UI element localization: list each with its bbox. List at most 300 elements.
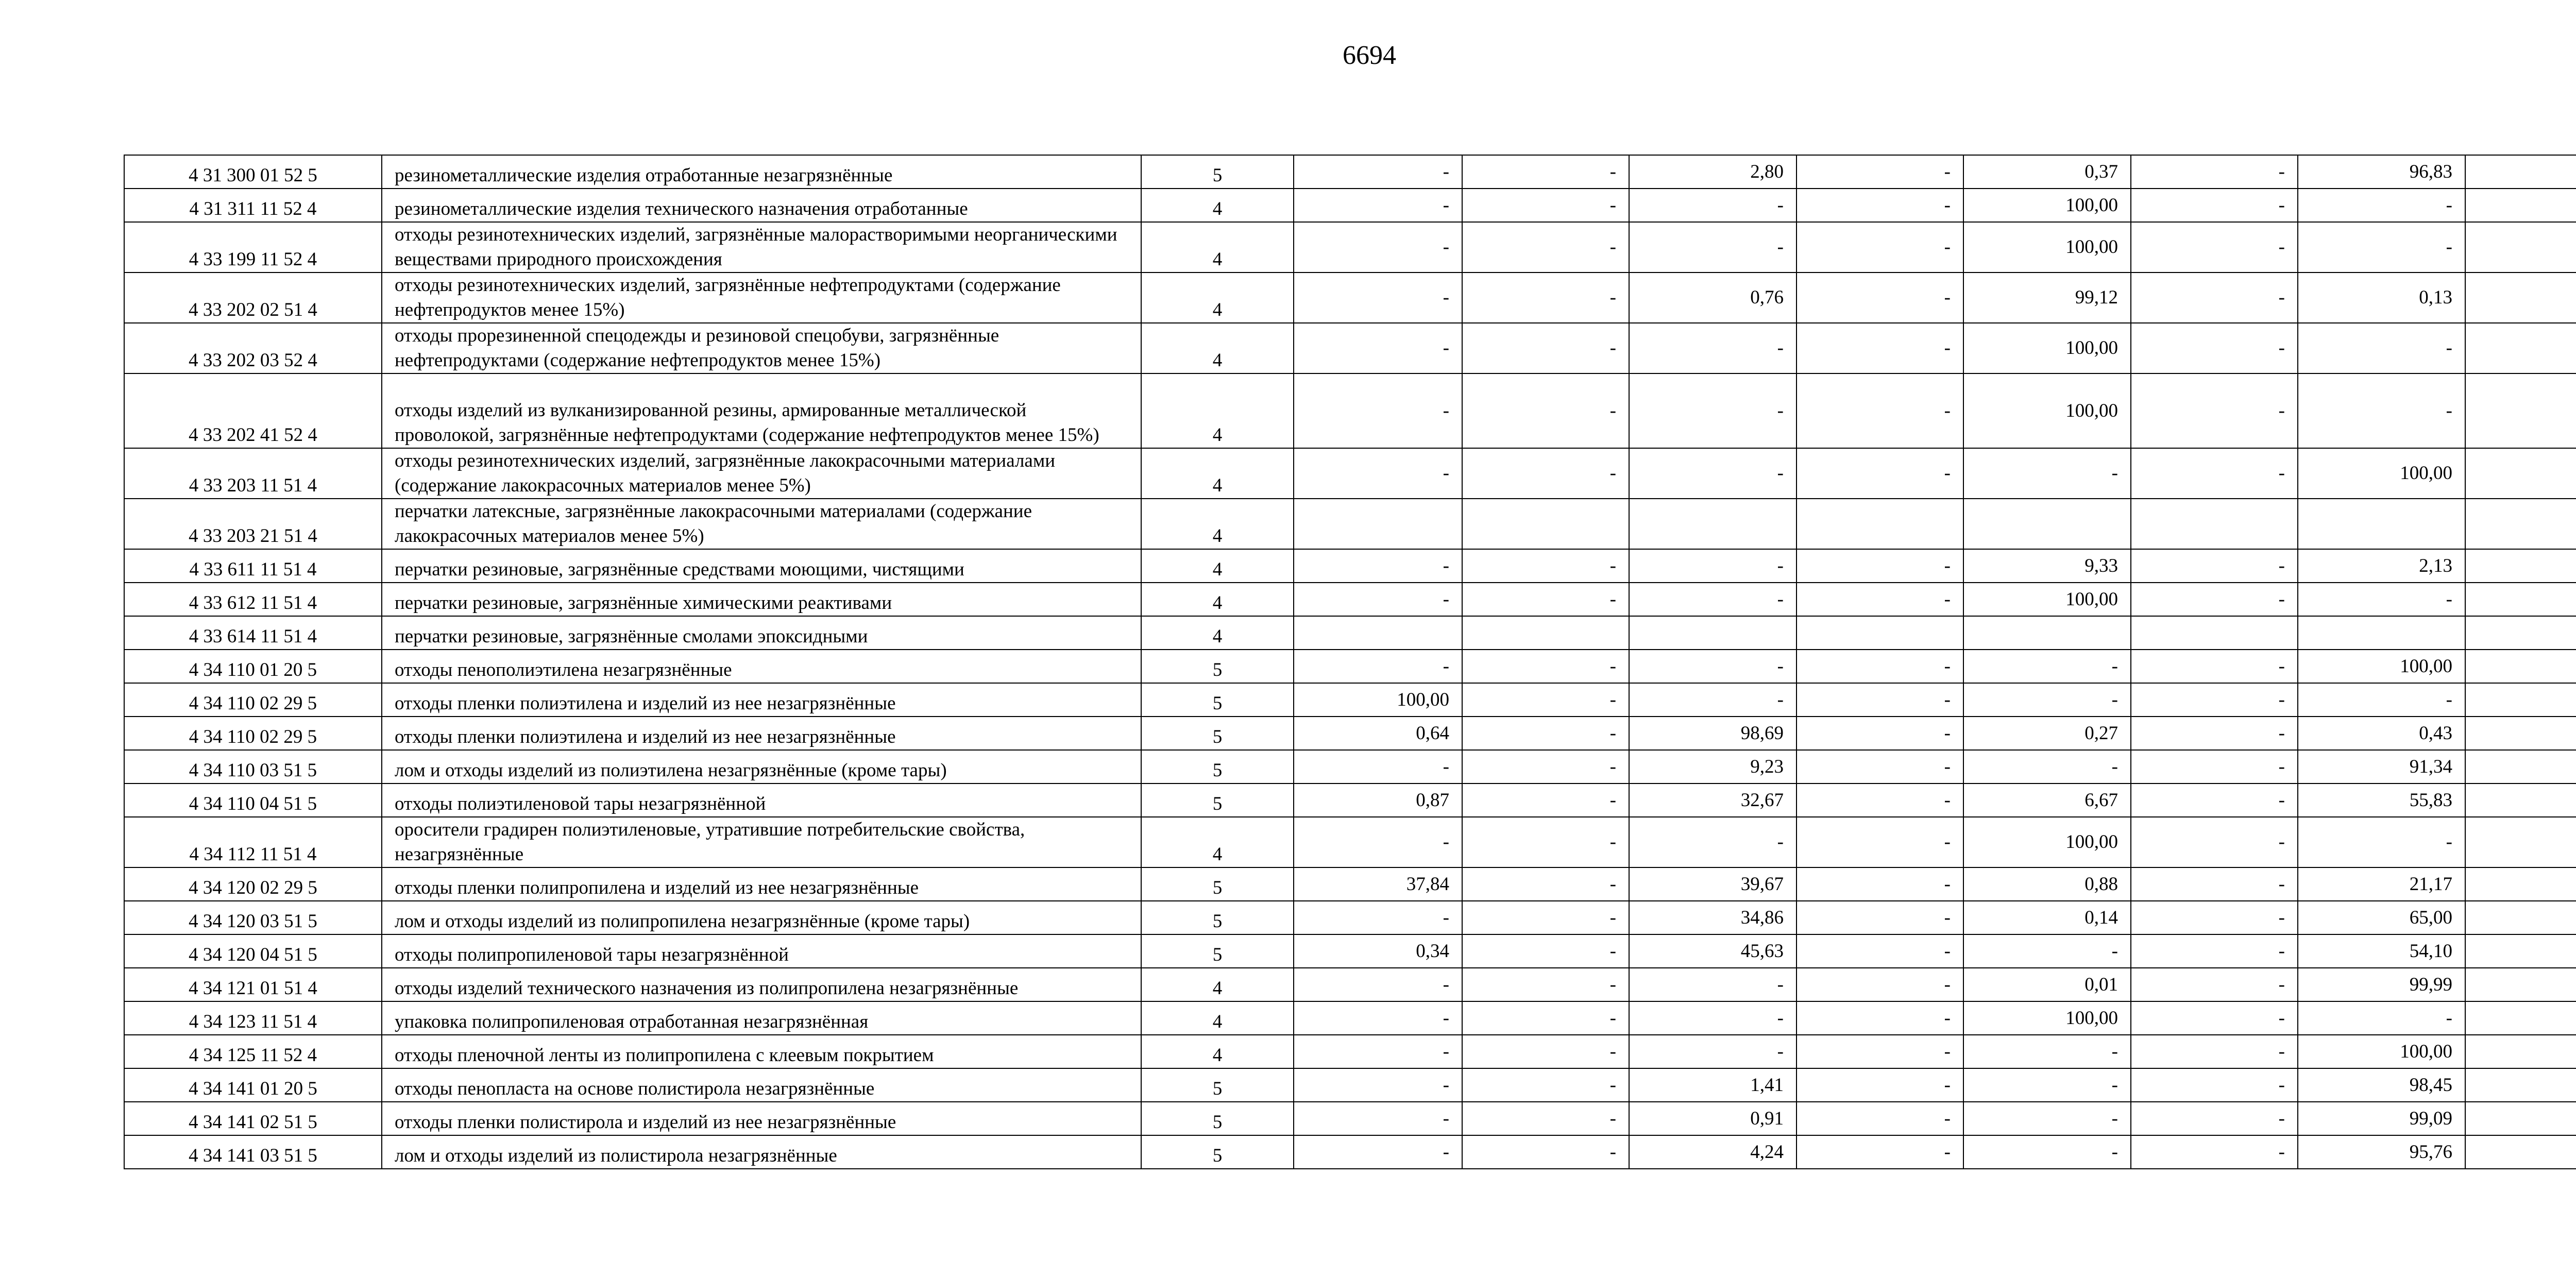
value-cell: - xyxy=(1462,272,1629,323)
value-cell xyxy=(1797,616,1963,650)
value-cell: - xyxy=(1294,1068,1462,1102)
waste-code-cell: 4 34 120 03 51 5 xyxy=(124,901,382,934)
hazard-class-cell: 4 xyxy=(1141,968,1294,1001)
waste-code-cell: 4 34 120 04 51 5 xyxy=(124,934,382,968)
hazard-class-cell: 4 xyxy=(1141,499,1294,549)
value-cell: - xyxy=(1294,901,1462,934)
waste-name-cell: отходы изделий из вулканизированной резины, армированные металлической проволокой, загрязнённые нефтепродуктами (содержание нефтепродуктов менее 15%) xyxy=(382,373,1141,448)
value-cell xyxy=(2465,817,2576,867)
value-cell: - xyxy=(1294,272,1462,323)
waste-name-cell: отходы резинотехнических изделий, загрязнённые нефтепродуктами (содержание нефтепродуктов менее 15%) xyxy=(382,272,1141,323)
waste-name-cell: перчатки резиновые, загрязнённые химическими реактивами xyxy=(382,583,1141,616)
value-cell: - xyxy=(1462,1068,1629,1102)
value-cell: 65,00 xyxy=(2298,901,2465,934)
value-cell: - xyxy=(1797,717,1963,750)
value-cell: 32,67 xyxy=(1629,783,1797,817)
waste-code-cell: 4 33 611 11 51 4 xyxy=(124,549,382,583)
value-cell: 0,13 xyxy=(2298,272,2465,323)
table-row xyxy=(124,968,2576,1001)
page-number: 6694 xyxy=(1343,41,1396,70)
value-cell: - xyxy=(2131,1135,2298,1169)
table-row xyxy=(124,717,2576,750)
waste-name-cell: резинометаллические изделия технического назначения отработанные xyxy=(382,189,1141,222)
table-row xyxy=(124,323,2576,373)
value-cell: - xyxy=(1294,222,1462,272)
value-cell xyxy=(2465,272,2576,323)
value-cell: - xyxy=(1462,1102,1629,1135)
value-cell xyxy=(2465,783,2576,817)
table-row xyxy=(124,750,2576,783)
value-cell: - xyxy=(1797,222,1963,272)
value-cell: 98,69 xyxy=(1629,717,1797,750)
value-cell: - xyxy=(1797,750,1963,783)
value-cell: - xyxy=(1963,1135,2131,1169)
value-cell: 37,84 xyxy=(1294,867,1462,901)
value-cell: - xyxy=(1629,373,1797,448)
value-cell: 0,27 xyxy=(1963,717,2131,750)
waste-name-cell: отходы полиэтиленовой тары незагрязнённой xyxy=(382,783,1141,817)
value-cell: - xyxy=(1963,1035,2131,1068)
waste-code-cell: 4 34 141 02 51 5 xyxy=(124,1102,382,1135)
waste-name-cell: лом и отходы изделий из полистирола незагрязнённые xyxy=(382,1135,1141,1169)
value-cell: 100,00 xyxy=(2298,650,2465,683)
value-cell: - xyxy=(1963,934,2131,968)
value-cell: 99,99 xyxy=(2298,968,2465,1001)
value-cell: - xyxy=(1797,1001,1963,1035)
hazard-class-cell: 5 xyxy=(1141,1068,1294,1102)
value-cell: - xyxy=(2131,968,2298,1001)
value-cell: - xyxy=(1629,583,1797,616)
value-cell xyxy=(2465,1001,2576,1035)
value-cell: 9,23 xyxy=(1629,750,1797,783)
value-cell: - xyxy=(1797,650,1963,683)
value-cell: - xyxy=(2131,323,2298,373)
value-cell: - xyxy=(1294,817,1462,867)
value-cell: - xyxy=(1462,650,1629,683)
value-cell: - xyxy=(1462,189,1629,222)
value-cell: 98,45 xyxy=(2298,1068,2465,1102)
waste-code-cell: 4 34 141 03 51 5 xyxy=(124,1135,382,1169)
value-cell xyxy=(1462,499,1629,549)
value-cell: - xyxy=(2131,373,2298,448)
value-cell: - xyxy=(1797,189,1963,222)
value-cell: - xyxy=(1963,1068,2131,1102)
hazard-class-cell: 5 xyxy=(1141,683,1294,717)
value-cell: - xyxy=(1462,155,1629,189)
value-cell: - xyxy=(1797,448,1963,499)
value-cell xyxy=(1963,499,2131,549)
hazard-class-cell: 4 xyxy=(1141,1001,1294,1035)
table-row xyxy=(124,155,2576,189)
hazard-class-cell: 5 xyxy=(1141,1102,1294,1135)
hazard-class-cell: 4 xyxy=(1141,373,1294,448)
value-cell: 34,86 xyxy=(1629,901,1797,934)
value-cell: - xyxy=(1797,1135,1963,1169)
waste-code-cell: 4 34 110 01 20 5 xyxy=(124,650,382,683)
value-cell xyxy=(2465,650,2576,683)
value-cell: 55,83 xyxy=(2298,783,2465,817)
waste-code-cell: 4 34 110 02 29 5 xyxy=(124,683,382,717)
value-cell: - xyxy=(2131,448,2298,499)
hazard-class-cell: 5 xyxy=(1141,650,1294,683)
value-cell: - xyxy=(1294,189,1462,222)
table-row xyxy=(124,867,2576,901)
value-cell xyxy=(2465,750,2576,783)
waste-name-cell: отходы пенополиэтилена незагрязнённые xyxy=(382,650,1141,683)
value-cell: 100,00 xyxy=(1963,222,2131,272)
value-cell: - xyxy=(1462,373,1629,448)
value-cell: - xyxy=(1462,817,1629,867)
value-cell: - xyxy=(1797,1035,1963,1068)
value-cell: 0,34 xyxy=(1294,934,1462,968)
value-cell: 21,17 xyxy=(2298,867,2465,901)
waste-name-cell: упаковка полипропиленовая отработанная незагрязнённая xyxy=(382,1001,1141,1035)
table-row xyxy=(124,272,2576,323)
value-cell: - xyxy=(2131,717,2298,750)
table-row xyxy=(124,817,2576,867)
value-cell xyxy=(2465,448,2576,499)
value-cell: - xyxy=(1629,549,1797,583)
value-cell: - xyxy=(1462,583,1629,616)
value-cell: 4,24 xyxy=(1629,1135,1797,1169)
value-cell xyxy=(2465,155,2576,189)
value-cell xyxy=(2298,499,2465,549)
value-cell xyxy=(2465,683,2576,717)
value-cell: 100,00 xyxy=(1963,373,2131,448)
value-cell: 100,00 xyxy=(1963,583,2131,616)
value-cell: - xyxy=(2298,1001,2465,1035)
value-cell: - xyxy=(1294,549,1462,583)
waste-code-cell: 4 33 614 11 51 4 xyxy=(124,616,382,650)
value-cell: - xyxy=(1629,448,1797,499)
value-cell: - xyxy=(2131,549,2298,583)
waste-code-cell: 4 33 199 11 52 4 xyxy=(124,222,382,272)
hazard-class-cell: 4 xyxy=(1141,189,1294,222)
value-cell xyxy=(2465,373,2576,448)
table-row xyxy=(124,1001,2576,1035)
hazard-class-cell: 5 xyxy=(1141,155,1294,189)
value-cell: - xyxy=(2298,583,2465,616)
hazard-class-cell: 4 xyxy=(1141,616,1294,650)
value-cell: 9,33 xyxy=(1963,549,2131,583)
value-cell: - xyxy=(1294,373,1462,448)
value-cell xyxy=(2465,583,2576,616)
waste-code-cell: 4 33 202 41 52 4 xyxy=(124,373,382,448)
table-row xyxy=(124,1135,2576,1169)
table-row xyxy=(124,683,2576,717)
value-cell: - xyxy=(2131,750,2298,783)
value-cell xyxy=(2131,616,2298,650)
value-cell: - xyxy=(1629,189,1797,222)
value-cell: - xyxy=(1797,867,1963,901)
value-cell xyxy=(2465,1102,2576,1135)
waste-name-cell: отходы пленки полистирола и изделий из нее незагрязнённые xyxy=(382,1102,1141,1135)
value-cell: - xyxy=(1294,750,1462,783)
value-cell: 0,88 xyxy=(1963,867,2131,901)
value-cell: - xyxy=(1462,1035,1629,1068)
value-cell: - xyxy=(2131,650,2298,683)
table-row xyxy=(124,448,2576,499)
value-cell: - xyxy=(1797,583,1963,616)
waste-table xyxy=(124,155,2576,1169)
hazard-class-cell: 4 xyxy=(1141,272,1294,323)
value-cell: - xyxy=(2131,155,2298,189)
value-cell: 95,76 xyxy=(2298,1135,2465,1169)
value-cell: - xyxy=(2131,272,2298,323)
value-cell xyxy=(2465,867,2576,901)
value-cell: - xyxy=(1462,222,1629,272)
table-row xyxy=(124,616,2576,650)
value-cell: 99,12 xyxy=(1963,272,2131,323)
waste-code-cell: 4 34 110 04 51 5 xyxy=(124,783,382,817)
waste-name-cell: резинометаллические изделия отработанные незагрязнённые xyxy=(382,155,1141,189)
value-cell: - xyxy=(1629,650,1797,683)
value-cell: - xyxy=(1629,323,1797,373)
value-cell: - xyxy=(1462,968,1629,1001)
value-cell xyxy=(2465,717,2576,750)
waste-code-cell: 4 33 202 02 51 4 xyxy=(124,272,382,323)
value-cell: - xyxy=(2131,901,2298,934)
waste-name-cell: лом и отходы изделий из полиэтилена незагрязнённые (кроме тары) xyxy=(382,750,1141,783)
value-cell: - xyxy=(1629,1035,1797,1068)
value-cell: - xyxy=(1797,373,1963,448)
table-row xyxy=(124,1068,2576,1102)
waste-name-cell: лом и отходы изделий из полипропилена незагрязнённые (кроме тары) xyxy=(382,901,1141,934)
hazard-class-cell: 4 xyxy=(1141,583,1294,616)
value-cell: - xyxy=(1629,817,1797,867)
value-cell: - xyxy=(1963,448,2131,499)
value-cell: - xyxy=(2131,934,2298,968)
value-cell xyxy=(1963,616,2131,650)
value-cell: - xyxy=(1294,1102,1462,1135)
waste-code-cell: 4 34 120 02 29 5 xyxy=(124,867,382,901)
value-cell: - xyxy=(1462,750,1629,783)
waste-name-cell: оросители градирен полиэтиленовые, утратившие потребительские свойства, незагрязнённые xyxy=(382,817,1141,867)
value-cell: - xyxy=(2131,189,2298,222)
hazard-class-cell: 5 xyxy=(1141,783,1294,817)
waste-code-cell: 4 34 141 01 20 5 xyxy=(124,1068,382,1102)
table-row xyxy=(124,499,2576,549)
value-cell: - xyxy=(1462,323,1629,373)
waste-name-cell: отходы пленки полипропилена и изделий из нее незагрязнённые xyxy=(382,867,1141,901)
waste-name-cell: отходы полипропиленовой тары незагрязнённой xyxy=(382,934,1141,968)
value-cell: - xyxy=(2131,222,2298,272)
value-cell: - xyxy=(1462,448,1629,499)
value-cell: 100,00 xyxy=(1963,1001,2131,1035)
value-cell: 0,01 xyxy=(1963,968,2131,1001)
value-cell xyxy=(2465,968,2576,1001)
hazard-class-cell: 4 xyxy=(1141,222,1294,272)
value-cell xyxy=(2465,499,2576,549)
value-cell: - xyxy=(1294,1135,1462,1169)
value-cell: 100,00 xyxy=(2298,448,2465,499)
value-cell: - xyxy=(2131,683,2298,717)
value-cell xyxy=(2465,189,2576,222)
value-cell: 91,34 xyxy=(2298,750,2465,783)
value-cell: - xyxy=(2131,783,2298,817)
table-row xyxy=(124,189,2576,222)
hazard-class-cell: 4 xyxy=(1141,549,1294,583)
value-cell: 0,76 xyxy=(1629,272,1797,323)
value-cell: 100,00 xyxy=(2298,1035,2465,1068)
waste-name-cell: отходы прорезиненной спецодежды и резиновой спецобуви, загрязнённые нефтепродуктами (содержание нефтепродуктов менее 15%) xyxy=(382,323,1141,373)
waste-code-cell: 4 34 123 11 51 4 xyxy=(124,1001,382,1035)
value-cell: - xyxy=(1797,1102,1963,1135)
value-cell xyxy=(2465,616,2576,650)
value-cell: 54,10 xyxy=(2298,934,2465,968)
value-cell: - xyxy=(1797,901,1963,934)
value-cell: 2,80 xyxy=(1629,155,1797,189)
value-cell: - xyxy=(2131,1035,2298,1068)
waste-code-cell: 4 34 125 11 52 4 xyxy=(124,1035,382,1068)
table-row xyxy=(124,549,2576,583)
value-cell xyxy=(2465,1135,2576,1169)
value-cell: - xyxy=(1462,867,1629,901)
table-row xyxy=(124,783,2576,817)
value-cell xyxy=(1294,499,1462,549)
value-cell xyxy=(2465,1068,2576,1102)
value-cell: 100,00 xyxy=(1963,323,2131,373)
value-cell: 100,00 xyxy=(1963,817,2131,867)
value-cell: - xyxy=(2131,817,2298,867)
value-cell: - xyxy=(1294,968,1462,1001)
value-cell: - xyxy=(1797,155,1963,189)
waste-name-cell: отходы резинотехнических изделий, загрязнённые лакокрасочными материалами (содержание лакокрасочных материалов менее 5%) xyxy=(382,448,1141,499)
value-cell: - xyxy=(1797,683,1963,717)
value-cell: - xyxy=(2131,583,2298,616)
value-cell xyxy=(1294,616,1462,650)
hazard-class-cell: 5 xyxy=(1141,901,1294,934)
hazard-class-cell: 5 xyxy=(1141,750,1294,783)
value-cell: - xyxy=(1629,968,1797,1001)
value-cell: - xyxy=(1462,934,1629,968)
value-cell: - xyxy=(2131,867,2298,901)
value-cell xyxy=(2465,901,2576,934)
value-cell: - xyxy=(2298,189,2465,222)
value-cell: - xyxy=(2298,683,2465,717)
value-cell: - xyxy=(1797,549,1963,583)
waste-code-cell: 4 34 110 03 51 5 xyxy=(124,750,382,783)
table-row xyxy=(124,1102,2576,1135)
waste-code-cell: 4 34 121 01 51 4 xyxy=(124,968,382,1001)
waste-code-cell: 4 33 203 11 51 4 xyxy=(124,448,382,499)
value-cell: - xyxy=(1629,222,1797,272)
value-cell: - xyxy=(1797,323,1963,373)
hazard-class-cell: 5 xyxy=(1141,1135,1294,1169)
value-cell: 99,09 xyxy=(2298,1102,2465,1135)
value-cell: - xyxy=(1462,683,1629,717)
value-cell: - xyxy=(2298,373,2465,448)
value-cell: 45,63 xyxy=(1629,934,1797,968)
value-cell: - xyxy=(1462,1135,1629,1169)
value-cell: - xyxy=(1294,1035,1462,1068)
waste-name-cell: перчатки резиновые, загрязнённые средствами моющими, чистящими xyxy=(382,549,1141,583)
value-cell: 39,67 xyxy=(1629,867,1797,901)
value-cell: - xyxy=(2131,1068,2298,1102)
value-cell: - xyxy=(1629,683,1797,717)
table-row xyxy=(124,1035,2576,1068)
value-cell: 2,13 xyxy=(2298,549,2465,583)
value-cell: 0,37 xyxy=(1963,155,2131,189)
value-cell: - xyxy=(1963,750,2131,783)
value-cell xyxy=(2131,499,2298,549)
value-cell: - xyxy=(1294,323,1462,373)
value-cell: - xyxy=(1963,683,2131,717)
hazard-class-cell: 5 xyxy=(1141,867,1294,901)
waste-code-cell: 4 33 203 21 51 4 xyxy=(124,499,382,549)
value-cell: - xyxy=(1797,1068,1963,1102)
value-cell: 0,14 xyxy=(1963,901,2131,934)
waste-name-cell: отходы изделий технического назначения из полипропилена незагрязнённые xyxy=(382,968,1141,1001)
waste-name-cell: перчатки резиновые, загрязнённые смолами эпоксидными xyxy=(382,616,1141,650)
value-cell: - xyxy=(1462,549,1629,583)
value-cell: - xyxy=(1462,901,1629,934)
value-cell: 0,87 xyxy=(1294,783,1462,817)
waste-name-cell: отходы пенопласта на основе полистирола незагрязнённые xyxy=(382,1068,1141,1102)
hazard-class-cell: 4 xyxy=(1141,817,1294,867)
value-cell: 0,43 xyxy=(2298,717,2465,750)
value-cell: - xyxy=(1294,1001,1462,1035)
hazard-class-cell: 4 xyxy=(1141,1035,1294,1068)
value-cell xyxy=(1629,499,1797,549)
value-cell: - xyxy=(1294,583,1462,616)
value-cell xyxy=(1462,616,1629,650)
value-cell: 0,91 xyxy=(1629,1102,1797,1135)
hazard-class-cell: 5 xyxy=(1141,717,1294,750)
table-row xyxy=(124,373,2576,448)
value-cell: - xyxy=(1963,1102,2131,1135)
value-cell: - xyxy=(1294,650,1462,683)
waste-code-cell: 4 33 612 11 51 4 xyxy=(124,583,382,616)
waste-name-cell: отходы резинотехнических изделий, загрязнённые малорастворимыми неорганическими веществами природного происхождения xyxy=(382,222,1141,272)
value-cell: - xyxy=(1797,968,1963,1001)
value-cell: - xyxy=(1797,817,1963,867)
value-cell: - xyxy=(1462,783,1629,817)
value-cell: - xyxy=(2298,222,2465,272)
value-cell xyxy=(2465,934,2576,968)
table-row xyxy=(124,901,2576,934)
value-cell: 100,00 xyxy=(1294,683,1462,717)
waste-name-cell: отходы пленки полиэтилена и изделий из нее незагрязнённые xyxy=(382,683,1141,717)
hazard-class-cell: 5 xyxy=(1141,934,1294,968)
value-cell xyxy=(2465,1035,2576,1068)
value-cell: 100,00 xyxy=(1963,189,2131,222)
value-cell: - xyxy=(1294,448,1462,499)
table-row xyxy=(124,650,2576,683)
value-cell: - xyxy=(2131,1102,2298,1135)
value-cell: - xyxy=(1797,783,1963,817)
value-cell: - xyxy=(2131,1001,2298,1035)
value-cell xyxy=(1629,616,1797,650)
value-cell xyxy=(2298,616,2465,650)
waste-name-cell: отходы пленочной ленты из полипропилена с клеевым покрытием xyxy=(382,1035,1141,1068)
waste-code-cell: 4 33 202 03 52 4 xyxy=(124,323,382,373)
waste-code-cell: 4 31 300 01 52 5 xyxy=(124,155,382,189)
waste-code-cell: 4 34 110 02 29 5 xyxy=(124,717,382,750)
value-cell xyxy=(2465,222,2576,272)
value-cell: - xyxy=(1797,934,1963,968)
value-cell: - xyxy=(1797,272,1963,323)
waste-table-body xyxy=(124,155,2576,1169)
value-cell: 6,67 xyxy=(1963,783,2131,817)
hazard-class-cell: 4 xyxy=(1141,323,1294,373)
waste-code-cell: 4 34 112 11 51 4 xyxy=(124,817,382,867)
value-cell xyxy=(1797,499,1963,549)
value-cell: - xyxy=(1629,1001,1797,1035)
value-cell: - xyxy=(2298,323,2465,373)
table-row xyxy=(124,222,2576,272)
value-cell: - xyxy=(1294,155,1462,189)
